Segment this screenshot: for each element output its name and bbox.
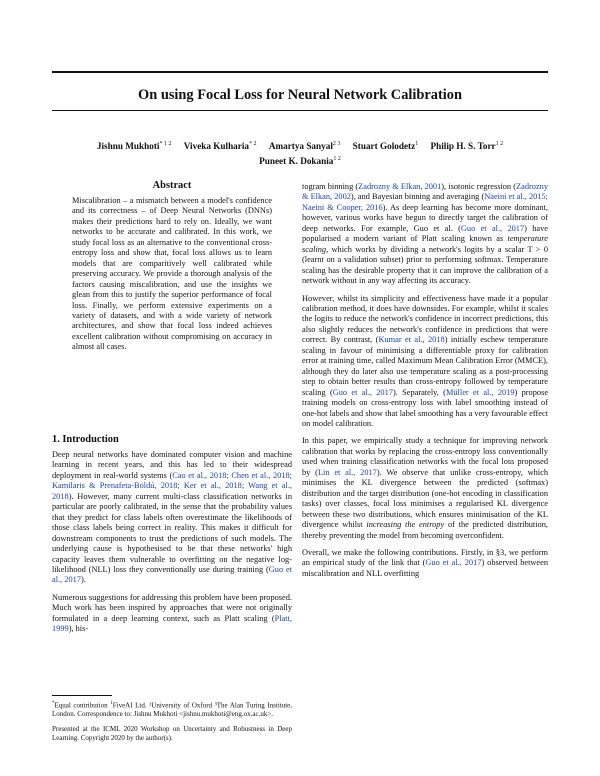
footnotes: [52, 699, 292, 749]
paper-title: On using Focal Loss for Neural Network Calibration: [138, 87, 462, 103]
citation-link[interactable]: Cao et al., 2018; Chen et al., 2018; Kamilaris & Prenafeta-Boldú, 2018; Ker et al., 2018; Wang et al., 2018: [52, 470, 292, 501]
citation-link[interactable]: Guo et al., 2017: [52, 564, 292, 585]
citation-link[interactable]: Guo et al., 2017: [332, 387, 393, 397]
author-list: [60, 138, 540, 167]
footnote-rule: [52, 695, 112, 696]
author: Stuart Golodetz$^1$: [352, 141, 419, 152]
footnote-affiliations: *Equal contribution $^1$FiveAI Ltd. ²University of Oxford ³The Alan Turing Institute, London. Correspondence to: Jishnu Mukhoti <jishnu.mukhoti@eng.ox.ac.uk>.: [52, 701, 293, 719]
author: Philip H. S. Torr$^{1 2}$: [430, 141, 504, 152]
citation-link[interactable]: Guo et al., 2017: [460, 223, 525, 233]
citation-link[interactable]: Platt, 1999: [52, 613, 292, 634]
paragraph: However, whilst its simplicity and effectiveness have made it a popular calibration method, it does have downsides. For example, whilst it scales the logits to reduce the network's confidence in incorrect predictions, this also slightly reduces the network's confidence in predictions that were correct. By contrast, (Kumar et al., 2018) initially eschew temperature scaling in favour of minimising a differentiable proxy for calibration error at training time, called Maximum Mean Calibration Error (MMCE), although they do later also use temperature scaling as a post-processing step to obtain better results than cross-entropy followed by temperature scaling (Guo et al., 2017). Separately, (Müller et al., 2019) propose training models on cross-entropy loss with label smoothing instead of one-hot labels and show that label smoothing has a very favourable effect on model calibration.: [302, 293, 549, 428]
author: Jishnu Mukhoti$^{* 1 2}$: [96, 141, 172, 152]
abstract-text: Miscalibration – a mismatch between a model's confidence and its correctness – of Deep Neural Networks (DNNs) makes their predictions hard to rely on. Ideally, we want networks to be accurate and calibrated. In this work, we study focal loss as an alternative to the conventional cross-entropy loss and show that, focal loss allows us to learn models that are comparitively well calibrated while preserving accuracy. We provide a thorough analysis of the factors causing miscalibration, and use the insights we glean from this to justify the superior performance of focal loss. Finally, we perform extensive experiments on a variety of datasets, and with a wide variety of network architectures, and show that focal loss indeed achieves excellent calibration without compromising on accuracy in almost all cases.: [72, 196, 272, 352]
author: Amartya Sanyal$^{2 3}$: [268, 141, 341, 152]
introduction-body: [52, 450, 292, 642]
author: Viveka Kulharia$^{* 2}$: [183, 141, 257, 152]
citation-link[interactable]: Lin et al., 2017: [317, 467, 377, 477]
title-top-rule: [52, 71, 548, 73]
introduction-heading: 1. Introduction: [52, 434, 119, 445]
citation-link[interactable]: Kumar et al., 2018: [378, 335, 445, 345]
citation-link[interactable]: Müller et al., 2019: [445, 387, 515, 397]
paragraph: togram binning (Zadrozny & Elkan, 2001), isotonic regression (Zadrozny & Elkan, 2002), and Bayesian binning and averaging (Naeini et al., 2015; Naeini & Cooper, 2016). As deep learning has become more dominant, however, various works have begun to directly target the calibration of deep networks. For example, Guo et al. (Guo et al., 2017) have popularised a modern variant of Platt scaling known as temperature scaling, which works by dividing a network's logits by a scalar T > 0 (learnt on a validation subset) prior to performing softmax. Temperature scaling has the desirable property that it can improve the calibration of a network without in any way affecting its accuracy.: [302, 182, 549, 286]
paragraph: Overall, we make the following contributions. Firstly, in §3, we perform an empirical study of the link that (Guo et al., 2017) observed between miscalibration and NLL overfitting: [302, 547, 548, 578]
right-column: [302, 182, 548, 586]
citation-link[interactable]: Guo et al., 2017: [425, 558, 482, 568]
footnote-venue: Presented at the ICML 2020 Workshop on Uncertainty and Robustness in Deep Learning. Copyright 2020 by the author(s).: [52, 725, 292, 743]
title-bottom-rule: [52, 110, 548, 111]
paragraph: Deep neural networks have dominated computer vision and machine learning in recent years, and this has led to their widespread deployment in real-world systems (Cao et al., 2018; Chen et al., 2018; Kamilaris & Prenafeta-Boldú, 2018; Ker et al., 2018; Wang et al., 2018). However, many current multi-class classification networks in particular are poorly calibrated, in the sense that the probability values that they predict for class labels often overestimate the likelihoods of those class labels being correct in reality. This makes it difficult for downstream components to trust the predictions of such models. The underlying cause is hypothesised to be that these networks' high capacity leaves them vulnerable to overfitting on the negative log-likelihood (NLL) loss they conventionally use during training (Guo et al., 2017).: [52, 450, 292, 585]
paragraph: Numerous suggestions for addressing this problem have been proposed. Much work has been inspired by approaches that were not originally formulated in a deep learning context, such as Platt scaling (Platt, 1999), his-: [52, 592, 292, 634]
citation-link[interactable]: Zadrozny & Elkan, 2002: [302, 182, 548, 202]
abstract-heading: Abstract: [152, 180, 192, 191]
citation-link[interactable]: Naeini et al., 2015; Naeini & Cooper, 2016: [302, 192, 548, 212]
citation-link[interactable]: Zadrozny & Elkan, 2001: [358, 182, 442, 191]
author: Puneet K. Dokania$^{1 2}$: [259, 155, 341, 166]
paragraph: In this paper, we empirically study a technique for improving network calibration that works by replacing the cross-entropy loss conventionally used when training classification networks with the focal loss proposed by (Lin et al., 2017). We observe that unlike cross-entropy, which minimises the KL divergence between the predicted (softmax) distribution and the target distribution (one-hot encoding in classification tasks) over classes, focal loss minimises a regularised KL divergence between these two distributions, which ensures minimisation of the KL divergence whilst increasing the entropy of the predicted distribution, thereby preventing the model from becoming overconfident.: [302, 436, 548, 540]
